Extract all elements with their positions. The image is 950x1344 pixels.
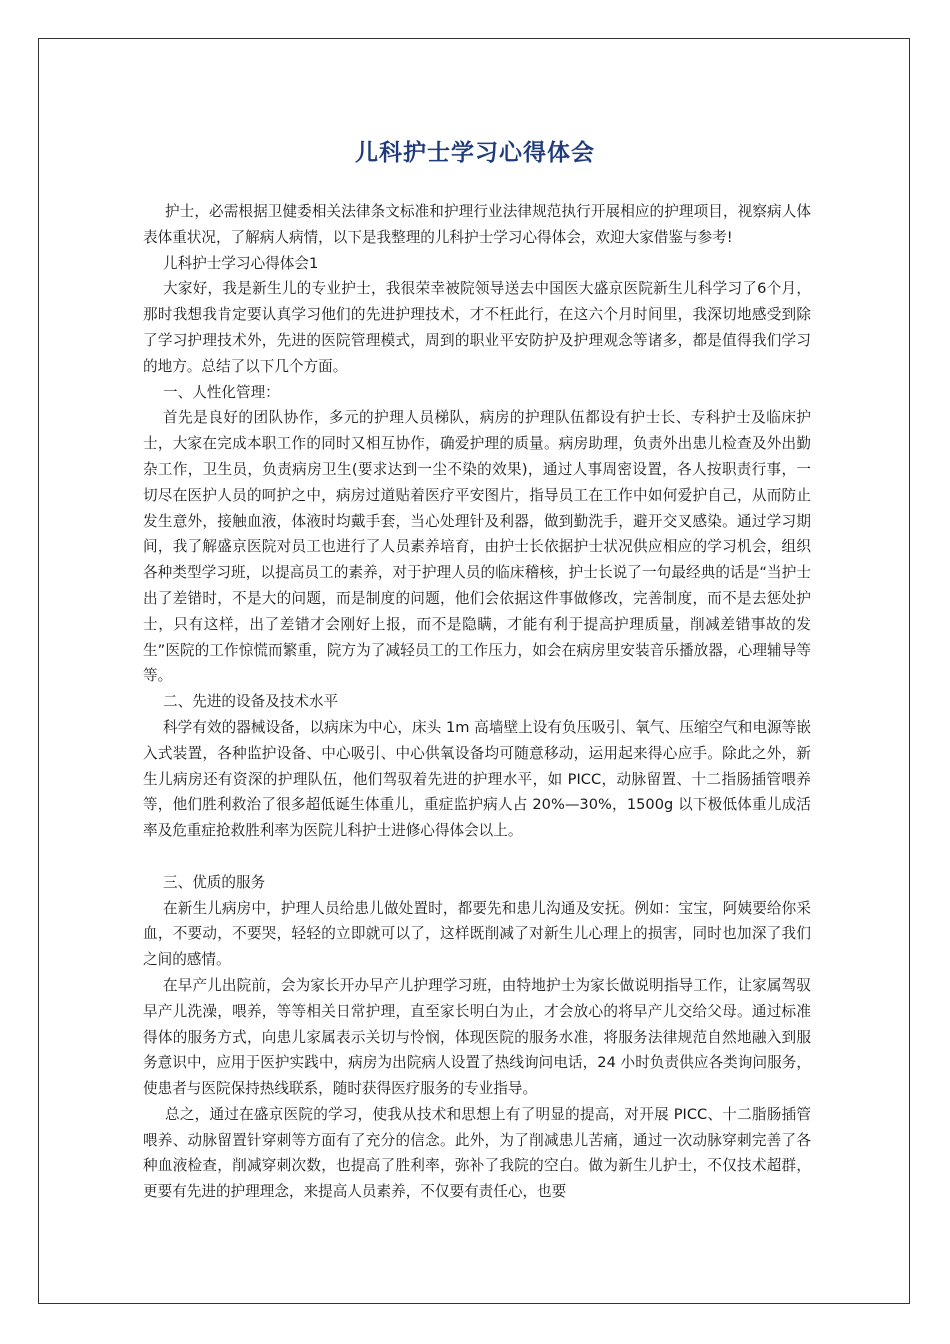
body-paragraph-5: 在早产儿出院前，会为家长开办早产儿护理学习班，由特地护士为家长做说明指导工作，让家属驾驭早产儿洗澡，喂养，等等相关日常护理，直至家长明白为止，才会放心的将早产儿交给父母。通过标准得体的服务方式，向患儿家属表示关切与怜悯，体现医院的服务水准，将服务法律规范自然地融入到服务意识中，应用于医护实践中，病房为出院病人设置了热线询问电话，24 小时负责供应各类询问服务，使患者与医院保持热线联系，随时获得医疗服务的专业指导。 <box>143 976 811 1098</box>
body-paragraph-4: 在新生儿病房中，护理人员给患儿做处置时，都要先和患儿沟通及安抚。例如：宝宝，阿姨要给你采血，不要动，不要哭，轻轻的立即就可以了，这样既削减了对新生儿心理上的损害，同时也加深了我们之间的感情。 <box>143 899 811 969</box>
body-paragraph-3: 科学有效的器械设备，以病床为中心，床头 1m 高墙壁上设有负压吸引、氧气、压缩空气和电源等嵌入式装置，各种监护设备、中心吸引、中心供氧设备均可随意移动，运用起来得心应手。除此之外，新生儿病房还有资深的护理队伍，他们驾驭着先进的护理水平，如 PICC，动脉留置、十二指肠插管喂养等，他们胜利救治了很多超低诞生体重儿，重症监护病人占 20%—30%，1500g 以下极低体重儿成活率及危重症抢救胜利率为医院儿科护士进修心得体会以上。 <box>143 718 811 840</box>
body-paragraph-2: 首先是良好的团队协作，多元的护理人员梯队，病房的护理队伍都设有护士长、专科护士及临床护士，大家在完成本职工作的同时又相互协作，确爱护理的质量。病房助理，负责外出患儿检查及外出勤杂工作，卫生员，负责病房卫生(要求达到一尘不染的效果)，通过人事周密设置，各人按职责行事，一切尽在医护人员的呵护之中，病房过道贴着医疗平安图片，指导员工在工作中如何爱护自己，从而防止发生意外，接触血液，体液时均戴手套，当心处理针及利器，做到勤洗手，避开交叉感染。通过学习期间，我了解盛京医院对员工也进行了人员素养培育，由护士长依据护士状况供应相应的学习机会，组织各种类型学习班，以提高员工的素养，对于护理人员的临床稽核，护士长说了一句最经典的话是“当护士出了差错时，不是大的问题，而是制度的问题，他们会依据这件事做修改，完善制度，而不是去惩处护士，只有这样，出了差错才会刚好上报，而不是隐瞒，才能有利于提高护理质量，削减差错事故的发生”医院的工作惊慌而繁重，院方为了减轻员工的工作压力，如会在病房里安装音乐播放器，心理辅导等等。 <box>143 409 811 685</box>
intro-paragraph: 护士，必需根据卫健委相关法律条文标准和护理行业法律规范执行开展相应的护理项目，视察病人体表体重状况，了解病人病情，以下是我整理的儿科护士学习心得体会，欢迎大家借鉴与参考! <box>143 203 811 246</box>
document-body <box>143 199 811 1205</box>
section-subtitle: 儿科护士学习心得体会1 <box>163 254 319 272</box>
section-heading-2: 二、先进的设备及技术水平 <box>163 693 339 711</box>
blank-line <box>143 844 811 870</box>
document-title: 儿科护士学习心得体会 <box>355 140 595 166</box>
body-paragraph-6: 总之，通过在盛京医院的学习，使我从技术和思想上有了明显的提高，对开展 PICC、十二脂肠插管喂养、动脉留置针穿刺等方面有了充分的信念。此外，为了削减患儿苦痛，通过一次动脉穿刺完善了各种血液检查，削减穿刺次数，也提高了胜利率，弥补了我院的空白。做为新生儿护士，不仅技术超群，更要有先进的护理理念，来提高人员素养，不仅要有责任心，也要 <box>143 1105 811 1201</box>
body-paragraph-1: 大家好，我是新生儿的专业护士，我很荣幸被院领导送去中国医大盛京医院新生儿科学习了6个月，那时我想我肯定要认真学习他们的先进护理技术，才不枉此行，在这六个月时间里，我深切地感受到除了学习护理技术外，先进的医院管理模式，周到的职业平安防护及护理观念等诸多，都是值得我们学习的地方。总结了以下几个方面。 <box>143 280 811 375</box>
section-heading-3: 三、优质的服务 <box>163 873 266 891</box>
section-heading-1: 一、人性化管理： <box>163 383 280 401</box>
